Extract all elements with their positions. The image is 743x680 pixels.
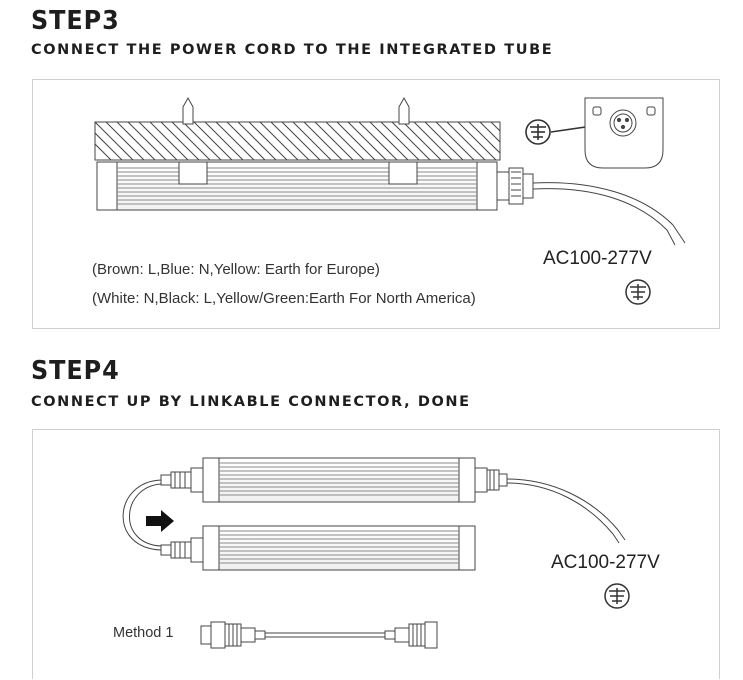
step4-panel <box>32 429 720 679</box>
ceiling-hatch <box>73 122 584 160</box>
step3-subtitle: CONNECT THE POWER CORD TO THE INTEGRATED TUBE <box>31 42 554 58</box>
step4-subtitle: CONNECT UP BY LINKABLE CONNECTOR, DONE <box>31 394 471 410</box>
step4-title: STEP4 <box>31 356 120 386</box>
ground-symbol-icon <box>604 583 630 609</box>
arrow-right-icon <box>146 510 174 532</box>
linkable-connector-icon <box>201 622 437 648</box>
tube-light-icon <box>97 162 497 210</box>
step3-title: STEP3 <box>31 6 120 36</box>
wire-color-note-north-america: (White: N,Black: L,Yellow/Green:Earth For North America) <box>92 290 476 307</box>
step3-voltage-label: AC100-277V <box>543 248 652 269</box>
cable-connector <box>475 468 625 543</box>
power-socket-icon <box>585 98 663 168</box>
tube-light-icon <box>203 458 475 502</box>
mounting-screw <box>183 98 409 124</box>
step4-voltage-label: AC100-277V <box>551 552 660 573</box>
wire-color-note-europe: (Brown: L,Blue: N,Yellow: Earth for Europe) <box>92 261 380 278</box>
ground-symbol-icon <box>625 279 651 305</box>
cable-connector <box>497 168 685 245</box>
tube-light-icon <box>203 526 475 570</box>
step3-panel <box>32 79 720 329</box>
method-1-label: Method 1 <box>113 625 174 641</box>
